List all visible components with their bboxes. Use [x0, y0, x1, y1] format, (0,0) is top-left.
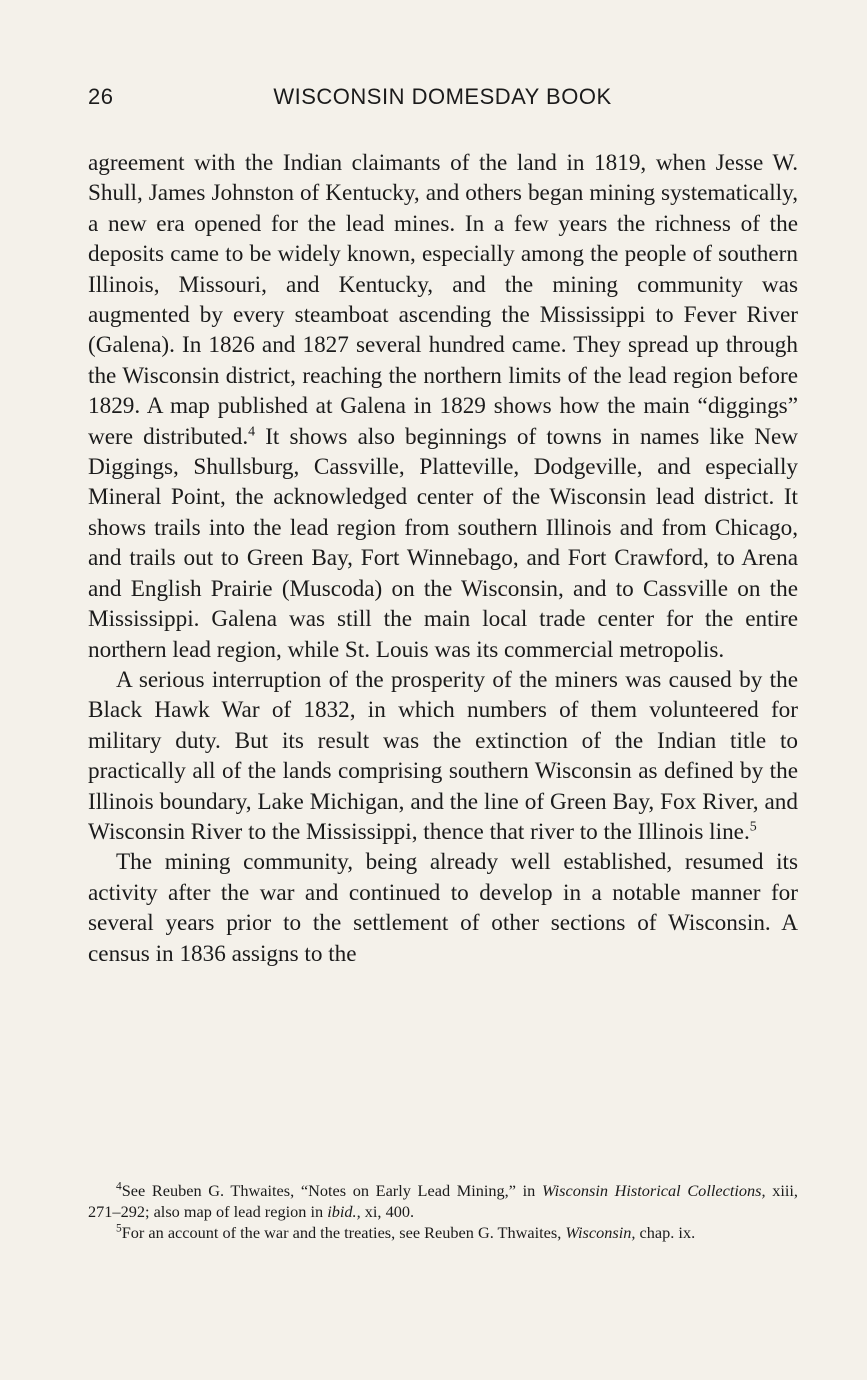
- footnote-ref[interactable]: 5: [749, 819, 757, 835]
- footnote-text: chap. ix.: [635, 1223, 696, 1242]
- footnote-number: 4: [116, 1180, 122, 1193]
- paragraph-2: [88, 665, 798, 847]
- paragraph-text: The mining community, being already well established, resumed its activity after the war and continued to develop in a notable manner for several years prior to the settlement of other sections of Wisconsin. A census in 1836 assigns to the: [88, 849, 798, 967]
- paragraph-text-continued: It shows also beginnings of towns in names like New Diggings, Shullsburg, Cassville, Platteville, Dodgeville, and especially Mineral Point, the acknowledged center of the Wisconsin lead district. It shows trails into the lead region from southern Illinois and from Chicago, and trails out to Green Bay, Fort Winnebago, and Fort Crawford, to Arena and English Prairie (Muscoda) on the Wisconsin, and to Cassville on the Mississippi. Galena was still the main local trade center for the entire northern lead region, while St. Louis was its commercial metropolis.: [88, 423, 798, 663]
- paragraph-text: agreement with the Indian claimants of the land in 1819, when Jesse W. Shull, James Johnston of Kentucky, and others began mining systematically, a new era opened for the lead mines. In a few years the richness of the deposits came to be widely known, especially among the people of southern Illinois, Missouri, and Kentucky, and the mining community was augmented by every steamboat ascending the Mississippi to Fever River (Galena). In 1826 and 1827 several hundred came. They spread up through the Wisconsin district, reaching the northern limits of the lead region before 1829. A map published at Galena in 1829 shows how the main “diggings” were distributed.: [88, 150, 798, 450]
- footnote-italic: Wisconsin,: [565, 1223, 636, 1242]
- body-text: [88, 148, 798, 969]
- footnote: [88, 1180, 798, 1222]
- page-header: [88, 84, 797, 116]
- footnote-text: See Reuben G. Thwaites, “Notes on Early Lead Mining,” in: [121, 1181, 542, 1200]
- footnote-italic: ibid.,: [327, 1202, 361, 1221]
- footnote-text: xi, 400.: [360, 1202, 415, 1221]
- page-number: 26: [88, 84, 114, 109]
- footnote-number: 5: [116, 1222, 122, 1235]
- footnote-ref[interactable]: 4: [248, 423, 256, 439]
- paragraph-text: A serious interruption of the prosperity of the miners was caused by the Black Hawk War of 1832, in which numbers of them volunteered for military duty. But its result was the extinction of the Indian title to practically all of the lands comprising southern Wisconsin as defined by the Illinois boundary, Lake Michigan, and the line of Green Bay, Fox River, and Wisconsin River to the Mississippi, thence that river to the Illinois line.: [88, 666, 798, 845]
- footnote: [88, 1222, 798, 1243]
- footnote-text: xiii, 271–292; also map of lead region in: [88, 1181, 798, 1221]
- running-title: WISCONSIN DOMESDAY BOOK: [273, 84, 612, 109]
- footnotes: [88, 1180, 798, 1243]
- paragraph-1: [88, 148, 798, 665]
- footnote-italic: Wisconsin Historical Collections,: [541, 1181, 766, 1200]
- footnote-text: For an account of the war and the treaties, see Reuben G. Thwaites,: [121, 1223, 566, 1242]
- paragraph-3: [88, 847, 798, 969]
